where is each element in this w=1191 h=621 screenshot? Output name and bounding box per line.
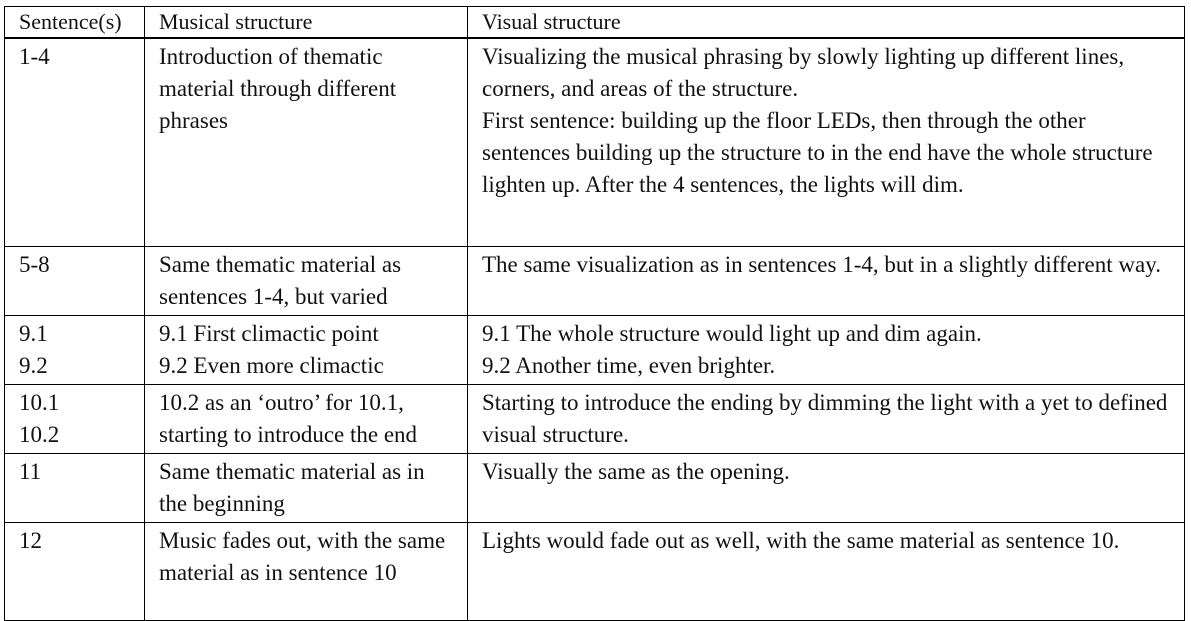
sentence-label: 9.2 [19, 352, 48, 378]
visual-text: 9.2 Another time, even brighter. [482, 352, 776, 378]
sentence-label: 1-4 [19, 44, 50, 69]
sentence-label: 9.1 [19, 320, 48, 346]
visual-cell [468, 384, 1185, 453]
table-row [5, 384, 1185, 453]
musical-text: Introduction of thematic material through different phrases [159, 44, 397, 133]
sentence-cell [5, 38, 145, 246]
sentence-cell [5, 384, 145, 453]
musical-text: Same thematic material as in the beginning [159, 458, 425, 516]
visual-cell [468, 522, 1185, 620]
visual-text: 9.1 The whole structure would light up and dim again. [482, 320, 982, 346]
header-musical-structure: Musical structure [145, 7, 468, 39]
table-header [5, 7, 1185, 39]
header-visual-structure: Visual structure [468, 7, 1185, 39]
visual-text: The same visualization as in sentences 1-4, but in a slightly different way. [482, 251, 1161, 277]
table-row [5, 315, 1185, 384]
sentence-label: 5-8 [19, 251, 50, 277]
visual-text: Visually the same as the opening. [482, 458, 790, 484]
musical-cell [145, 522, 468, 620]
sentence-label: 12 [19, 527, 42, 553]
sentence-label: 11 [19, 458, 42, 484]
musical-text: 10.2 as an ‘outro’ for 10.1, starting to introduce the end [159, 389, 418, 447]
sentence-cell [5, 453, 145, 522]
visual-cell [468, 453, 1185, 522]
structure-table [4, 6, 1185, 621]
header-row [5, 7, 1185, 39]
visual-cell [468, 315, 1185, 384]
visual-text: First sentence: building up the floor LEDs, then through the other sentences building up the structure to in the end have the whole structure lighten up. After the 4 sentences, the lights will dim. [482, 108, 1153, 197]
musical-cell [145, 246, 468, 315]
sentence-cell [5, 246, 145, 315]
visual-text: Starting to introduce the ending by dimming the light with a yet to defined visual structure. [482, 389, 1168, 447]
musical-cell [145, 38, 468, 246]
table-row [5, 38, 1185, 246]
table-row [5, 246, 1185, 315]
visual-text: Visualizing the musical phrasing by slowly lighting up different lines, corners, and areas of the structure. [482, 44, 1125, 101]
sentence-cell [5, 315, 145, 384]
sentence-label: 10.1 [19, 389, 60, 415]
visual-text: Lights would fade out as well, with the same material as sentence 10. [482, 527, 1120, 553]
table-row [5, 522, 1185, 620]
musical-text: 9.1 First climactic point [159, 320, 379, 346]
musical-cell [145, 453, 468, 522]
header-sentences: Sentence(s) [5, 7, 145, 39]
visual-cell [468, 38, 1185, 246]
visual-cell [468, 246, 1185, 315]
sentence-label: 10.2 [19, 421, 60, 447]
sentence-cell [5, 522, 145, 620]
musical-cell [145, 315, 468, 384]
table-row [5, 453, 1185, 522]
table-body [5, 38, 1185, 620]
musical-cell [145, 384, 468, 453]
musical-text: 9.2 Even more climactic [159, 352, 384, 378]
musical-text: Same thematic material as sentences 1-4, but varied [159, 251, 402, 309]
musical-text: Music fades out, with the same material as in sentence 10 [159, 527, 446, 585]
